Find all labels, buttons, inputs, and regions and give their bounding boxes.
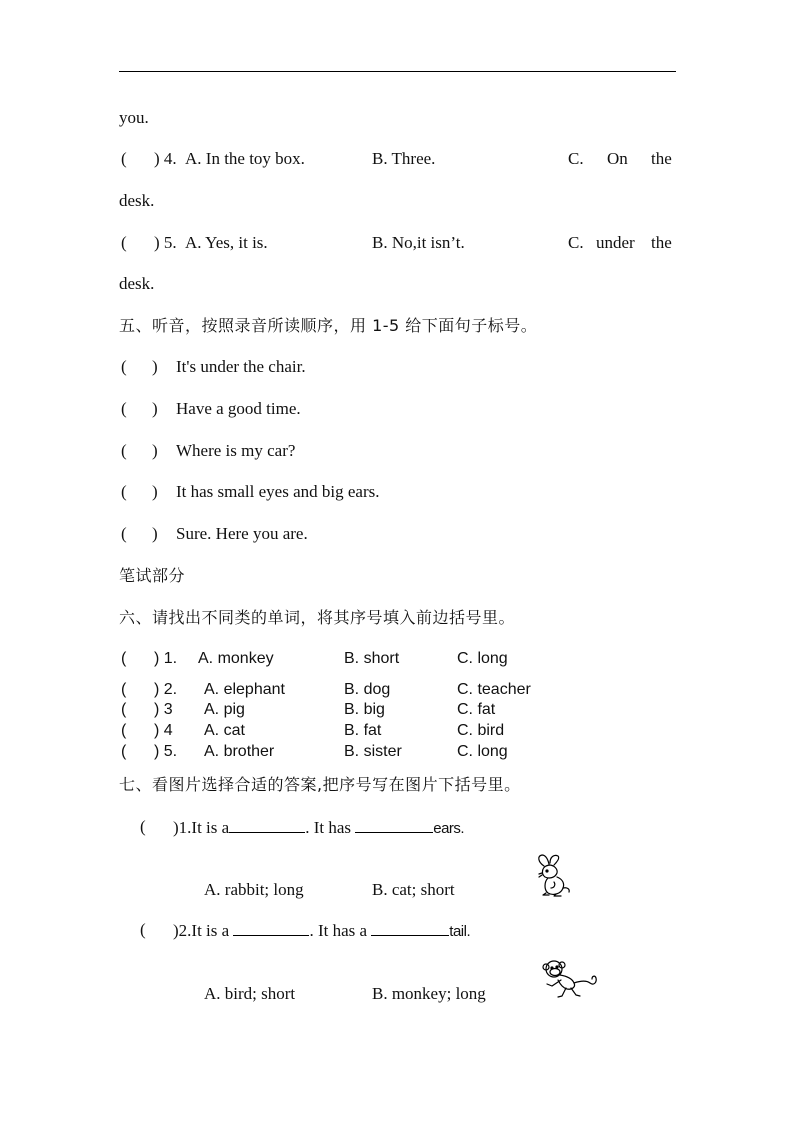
- answer-paren-close: ): [152, 399, 158, 418]
- answer-paren-open: (: [121, 149, 127, 168]
- answer-blank: [371, 920, 449, 936]
- option-b: B. dog: [344, 681, 391, 698]
- answer-paren-close: ): [152, 441, 158, 460]
- answer-paren-open: (: [121, 681, 127, 698]
- answer-paren-close: ): [152, 482, 158, 501]
- option-a: A. cat: [204, 722, 245, 739]
- option-c: C. long: [457, 743, 508, 760]
- option-c-word: the: [651, 233, 672, 252]
- sentence-text: Sure. Here you are.: [176, 524, 308, 543]
- answer-paren-open: (: [121, 524, 127, 543]
- option-a: A. Yes, it is.: [185, 233, 268, 252]
- option-c: C. fat: [457, 701, 496, 718]
- sentence-text: Where is my car?: [176, 441, 296, 460]
- option-c: C. bird: [457, 722, 505, 739]
- answer-paren-open: (: [121, 357, 127, 376]
- sentence-text: Have a good time.: [176, 399, 301, 418]
- section-heading-5: 五、听音，按照录音所读顺序，用 1-5 给下面句子标号。: [119, 316, 538, 335]
- question-sentence: )2.It is a . It has a tail.: [173, 921, 471, 940]
- option-a: A. monkey: [198, 650, 274, 667]
- monkey-picture: [540, 956, 602, 1002]
- option-b: B. monkey; long: [372, 984, 486, 1003]
- question-number: ) 4.: [154, 149, 177, 168]
- answer-paren-open: (: [121, 482, 127, 501]
- option-c-continued: desk.: [119, 274, 155, 293]
- option-b: B. big: [344, 701, 385, 718]
- option-a: A. elephant: [204, 681, 285, 698]
- option-a: A. brother: [204, 743, 275, 760]
- option-b: B. fat: [344, 722, 382, 739]
- option-a: A. In the toy box.: [185, 149, 305, 168]
- section-heading-7: 七、看图片选择合适的答案,把序号写在图片下括号里。: [119, 775, 521, 794]
- answer-paren-open: (: [140, 920, 146, 939]
- answer-blank: [355, 817, 433, 833]
- sentence-text: It has small eyes and big ears.: [176, 482, 380, 501]
- option-c-word: under: [596, 233, 635, 252]
- written-part-heading: 笔试部分: [119, 566, 186, 585]
- option-c-letter: C.: [568, 233, 584, 252]
- option-c-letter: C.: [568, 149, 584, 168]
- answer-paren-open: (: [121, 650, 127, 667]
- section-heading-6: 六、请找出不同类的单词，将其序号填入前边括号里。: [119, 608, 516, 627]
- option-b: B. short: [344, 650, 400, 667]
- header-rule: [119, 71, 676, 72]
- answer-blank: [229, 817, 305, 833]
- question-number: ) 5.: [154, 233, 177, 252]
- rabbit-picture: [532, 852, 578, 898]
- answer-paren-open: (: [121, 743, 127, 760]
- option-b: B. No,it isn’t.: [372, 233, 465, 252]
- question-number: ) 5.: [154, 743, 178, 760]
- question-number: ) 4: [154, 722, 173, 739]
- option-c-word: the: [651, 149, 672, 168]
- answer-paren-open: (: [121, 399, 127, 418]
- continued-text: you.: [119, 108, 149, 127]
- answer-paren-open: (: [121, 233, 127, 252]
- answer-paren-open: (: [140, 817, 146, 836]
- option-a: A. bird; short: [204, 984, 296, 1003]
- sentence-text: It's under the chair.: [176, 357, 306, 376]
- option-c: C. teacher: [457, 681, 531, 698]
- option-b: B. Three.: [372, 149, 436, 168]
- option-c-word: On: [607, 149, 628, 168]
- option-a: A. rabbit; long: [204, 880, 304, 899]
- option-b: B. cat; short: [372, 880, 455, 899]
- answer-paren-open: (: [121, 722, 127, 739]
- question-number: ) 1.: [154, 650, 178, 667]
- option-c: C. long: [457, 650, 508, 667]
- answer-paren-close: ): [152, 524, 158, 543]
- answer-paren-open: (: [121, 701, 127, 718]
- answer-blank: [233, 920, 309, 936]
- option-a: A. pig: [204, 701, 245, 718]
- option-c-continued: desk.: [119, 191, 155, 210]
- answer-paren-open: (: [121, 441, 127, 460]
- option-b: B. sister: [344, 743, 402, 760]
- answer-paren-close: ): [152, 357, 158, 376]
- question-number: ) 2.: [154, 681, 178, 698]
- question-number: ) 3: [154, 701, 173, 718]
- question-sentence: )1.It is a . It has ears.: [173, 818, 465, 837]
